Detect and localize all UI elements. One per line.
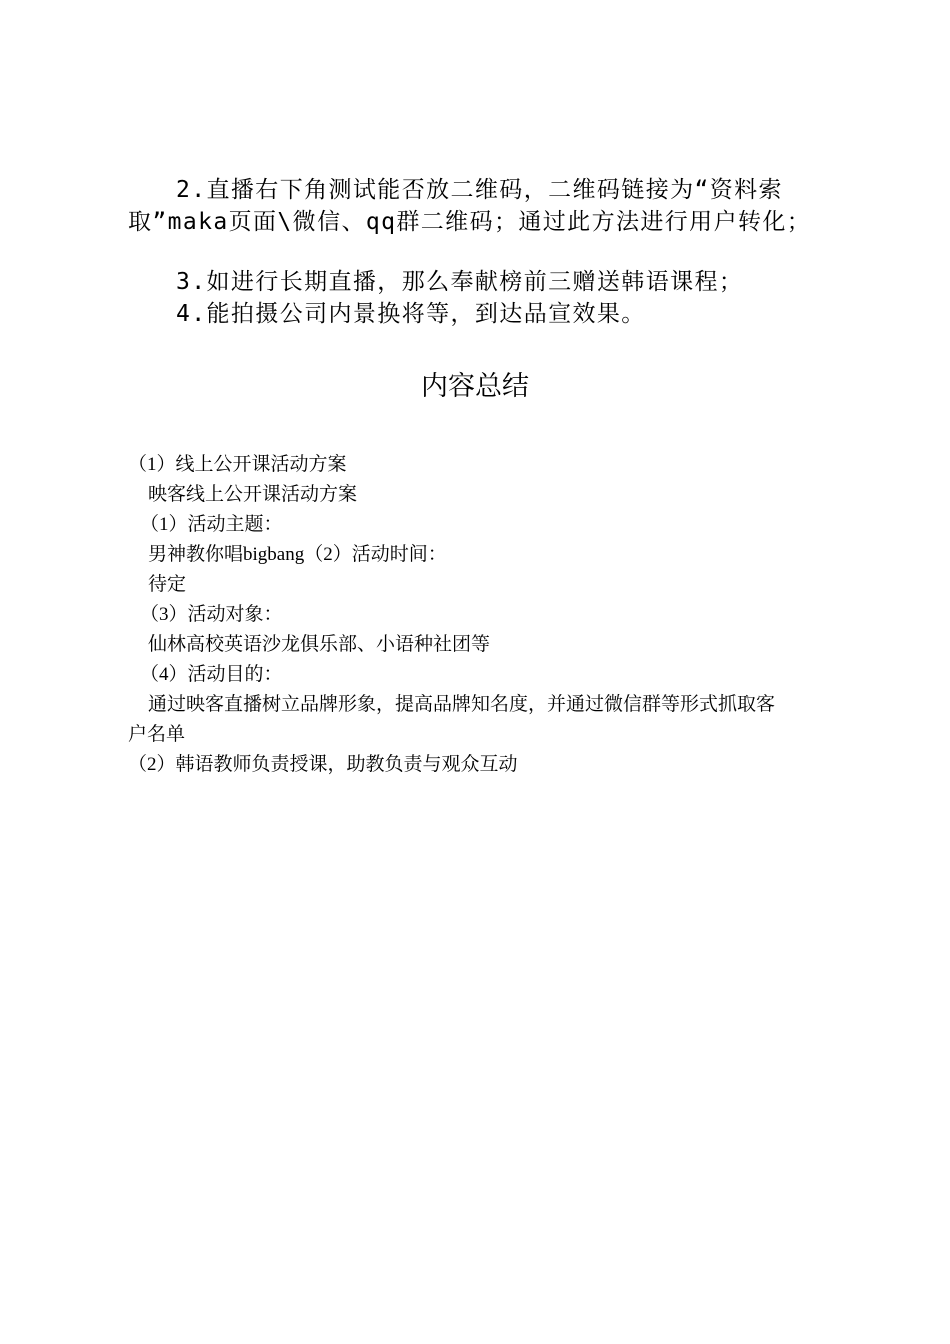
- summary-line-8: （4）活动目的：: [140, 664, 283, 685]
- list-item-3: 3.如进行长期直播，那么奉献榜前三赠送韩语课程；: [176, 269, 744, 295]
- list-item-2: [128, 174, 828, 238]
- summary-line-6: （3）活动对象：: [140, 604, 283, 625]
- summary-line-5: 待定: [148, 574, 187, 595]
- summary-line-4: 男神教你唱bigbang（2）活动时间：: [148, 544, 447, 565]
- summary-line-9-continued: 户名单: [128, 724, 186, 745]
- summary-line-7: 仙林高校英语沙龙俱乐部、小语种社团等: [148, 634, 491, 655]
- list-item-2-line-2: 取”maka页面\微信、qq群二维码；通过此方法进行用户转化；: [128, 209, 812, 235]
- list-item-2-line-1: 2.直播右下角测试能否放二维码，二维码链接为“资料索: [176, 177, 783, 203]
- summary-line-9: 通过映客直播树立品牌形象，提高品牌知名度，并通过微信群等形式抓取客: [148, 694, 776, 715]
- summary-heading: 内容总结: [421, 371, 529, 402]
- summary-line-1: （1）线上公开课活动方案: [128, 454, 347, 475]
- list-items-3-4: [128, 266, 828, 330]
- summary-line-2: 映客线上公开课活动方案: [148, 484, 358, 505]
- summary-line-10: （2）韩语教师负责授课，助教负责与观众互动: [128, 754, 518, 775]
- summary-body: [128, 450, 838, 780]
- list-item-4: 4.能拍摄公司内景换将等，到达品宣效果。: [176, 301, 646, 327]
- summary-line-3: （1）活动主题：: [140, 514, 283, 535]
